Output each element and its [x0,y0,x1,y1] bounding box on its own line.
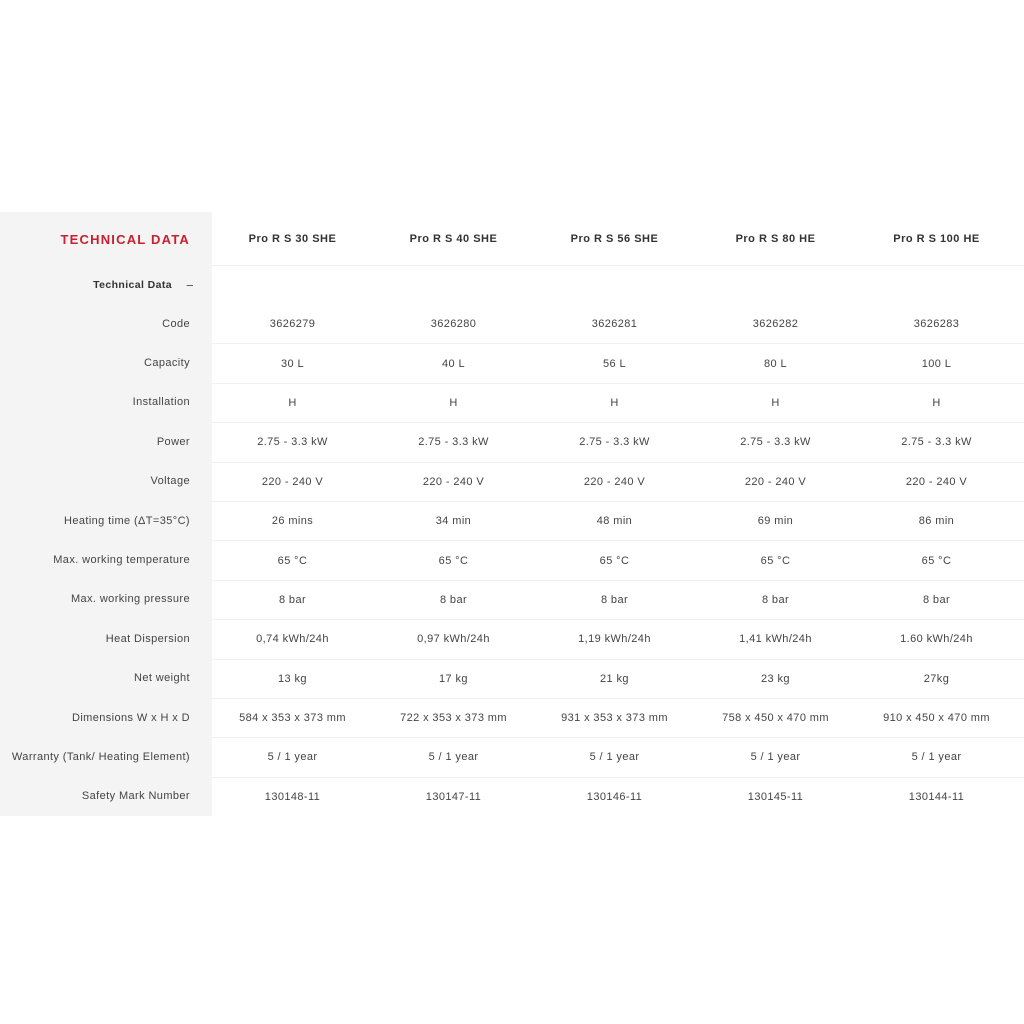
table-cell: 130147-11 [425,790,482,803]
table-cell: 3626281 [591,317,638,330]
table-cell: 758 x 450 x 470 mm [722,712,829,725]
row-values [212,383,1024,422]
table-cell: 130145-11 [747,790,804,803]
table-row [0,737,1024,776]
table-cell: 220 - 240 V [261,475,324,488]
table-cell: 5 / 1 year [911,751,962,764]
row-values [212,659,1024,698]
row-label: Dimensions W x H x D [0,698,212,737]
row-label: Code [0,304,212,343]
table-cell: 130148-11 [264,790,321,803]
table-cell: 220 - 240 V [583,475,646,488]
table-cell: 86 min [918,515,955,528]
table-cell: 48 min [596,515,633,528]
model-header: Pro R S 80 HE [735,232,816,245]
row-label: Heat Dispersion [0,619,212,658]
technical-data-table [0,212,1024,816]
table-cell: 65 °C [760,554,791,567]
section-row[interactable] [0,266,1024,304]
row-values [212,540,1024,579]
table-row [0,698,1024,737]
table-cell: 130146-11 [586,790,643,803]
table-cell: 17 kg [439,672,468,685]
table-cell: 8 bar [922,593,951,606]
header-row [0,212,1024,266]
row-values [212,777,1024,816]
table-cell: 8 bar [761,593,790,606]
table-cell: H [288,396,297,409]
table-cell: H [771,396,780,409]
row-values [212,422,1024,461]
row-values [212,580,1024,619]
table-cell: 65 °C [438,554,469,567]
table-cell: 5 / 1 year [428,751,479,764]
table-cell: 5 / 1 year [589,751,640,764]
table-cell: 21 kg [600,672,629,685]
table-cell: 100 L [921,357,952,370]
table-row [0,383,1024,422]
table-cell: 931 x 353 x 373 mm [561,712,668,725]
row-label: Heating time (ΔT=35°C) [0,501,212,540]
table-row [0,422,1024,461]
model-header: Pro R S 100 HE [893,232,980,245]
row-values [212,619,1024,658]
row-label: Voltage [0,462,212,501]
table-cell: 23 kg [761,672,790,685]
collapse-icon[interactable]: − [186,277,194,293]
table-cell: 1,19 kWh/24h [578,633,651,646]
table-cell: 3626280 [430,317,477,330]
model-headers [212,212,1024,266]
table-cell: 56 L [602,357,626,370]
table-row [0,619,1024,658]
table-cell: 0,97 kWh/24h [417,633,490,646]
table-row [0,659,1024,698]
row-values [212,501,1024,540]
table-cell: H [932,396,941,409]
table-cell: 34 min [435,515,472,528]
row-label: Capacity [0,343,212,382]
table-cell: 220 - 240 V [905,475,968,488]
table-cell: 1.60 kWh/24h [900,633,973,646]
row-label: Max. working temperature [0,540,212,579]
table-cell: 2.75 - 3.3 kW [257,436,328,449]
table-cell: 2.75 - 3.3 kW [579,436,650,449]
table-cell: 5 / 1 year [750,751,801,764]
model-header: Pro R S 56 SHE [570,232,659,245]
table-cell: 130144-11 [908,790,965,803]
row-values [212,462,1024,501]
table-cell: 3626283 [913,317,960,330]
section-label: Technical Data [93,279,172,291]
table-cell: 220 - 240 V [744,475,807,488]
model-header: Pro R S 40 SHE [409,232,498,245]
table-row [0,304,1024,343]
table-cell: 3626279 [269,317,316,330]
table-cell: 2.75 - 3.3 kW [418,436,489,449]
table-row [0,580,1024,619]
table-row [0,540,1024,579]
row-label: Net weight [0,659,212,698]
row-values [212,343,1024,382]
table-body [0,304,1024,816]
table-row [0,501,1024,540]
table-cell: H [610,396,619,409]
model-header: Pro R S 30 SHE [248,232,337,245]
table-cell: 722 x 353 x 373 mm [400,712,507,725]
table-cell: 2.75 - 3.3 kW [901,436,972,449]
table-row [0,462,1024,501]
table-cell: 65 °C [921,554,952,567]
table-cell: 27kg [923,672,950,685]
row-values [212,304,1024,343]
table-cell: 65 °C [277,554,308,567]
table-cell: H [449,396,458,409]
table-cell: 0,74 kWh/24h [256,633,329,646]
table-row [0,777,1024,816]
row-label: Safety Mark Number [0,777,212,816]
section-toggle[interactable] [0,266,212,304]
table-cell: 8 bar [439,593,468,606]
table-cell: 80 L [763,357,787,370]
row-label: Warranty (Tank/ Heating Element) [0,737,212,776]
table-cell: 26 mins [271,515,314,528]
table-cell: 8 bar [278,593,307,606]
table-cell: 1,41 kWh/24h [739,633,812,646]
table-cell: 30 L [280,357,304,370]
table-cell: 65 °C [599,554,630,567]
table-cell: 584 x 353 x 373 mm [239,712,346,725]
row-values [212,698,1024,737]
section-spacer [212,266,1024,304]
table-title: TECHNICAL DATA [0,212,212,266]
row-values [212,737,1024,776]
table-row [0,343,1024,382]
row-label: Power [0,422,212,461]
table-cell: 5 / 1 year [267,751,318,764]
table-cell: 8 bar [600,593,629,606]
table-cell: 40 L [441,357,465,370]
row-label: Max. working pressure [0,580,212,619]
row-label: Installation [0,383,212,422]
table-cell: 2.75 - 3.3 kW [740,436,811,449]
table-cell: 69 min [757,515,794,528]
table-cell: 13 kg [278,672,307,685]
table-cell: 910 x 450 x 470 mm [883,712,990,725]
table-cell: 3626282 [752,317,799,330]
table-cell: 220 - 240 V [422,475,485,488]
